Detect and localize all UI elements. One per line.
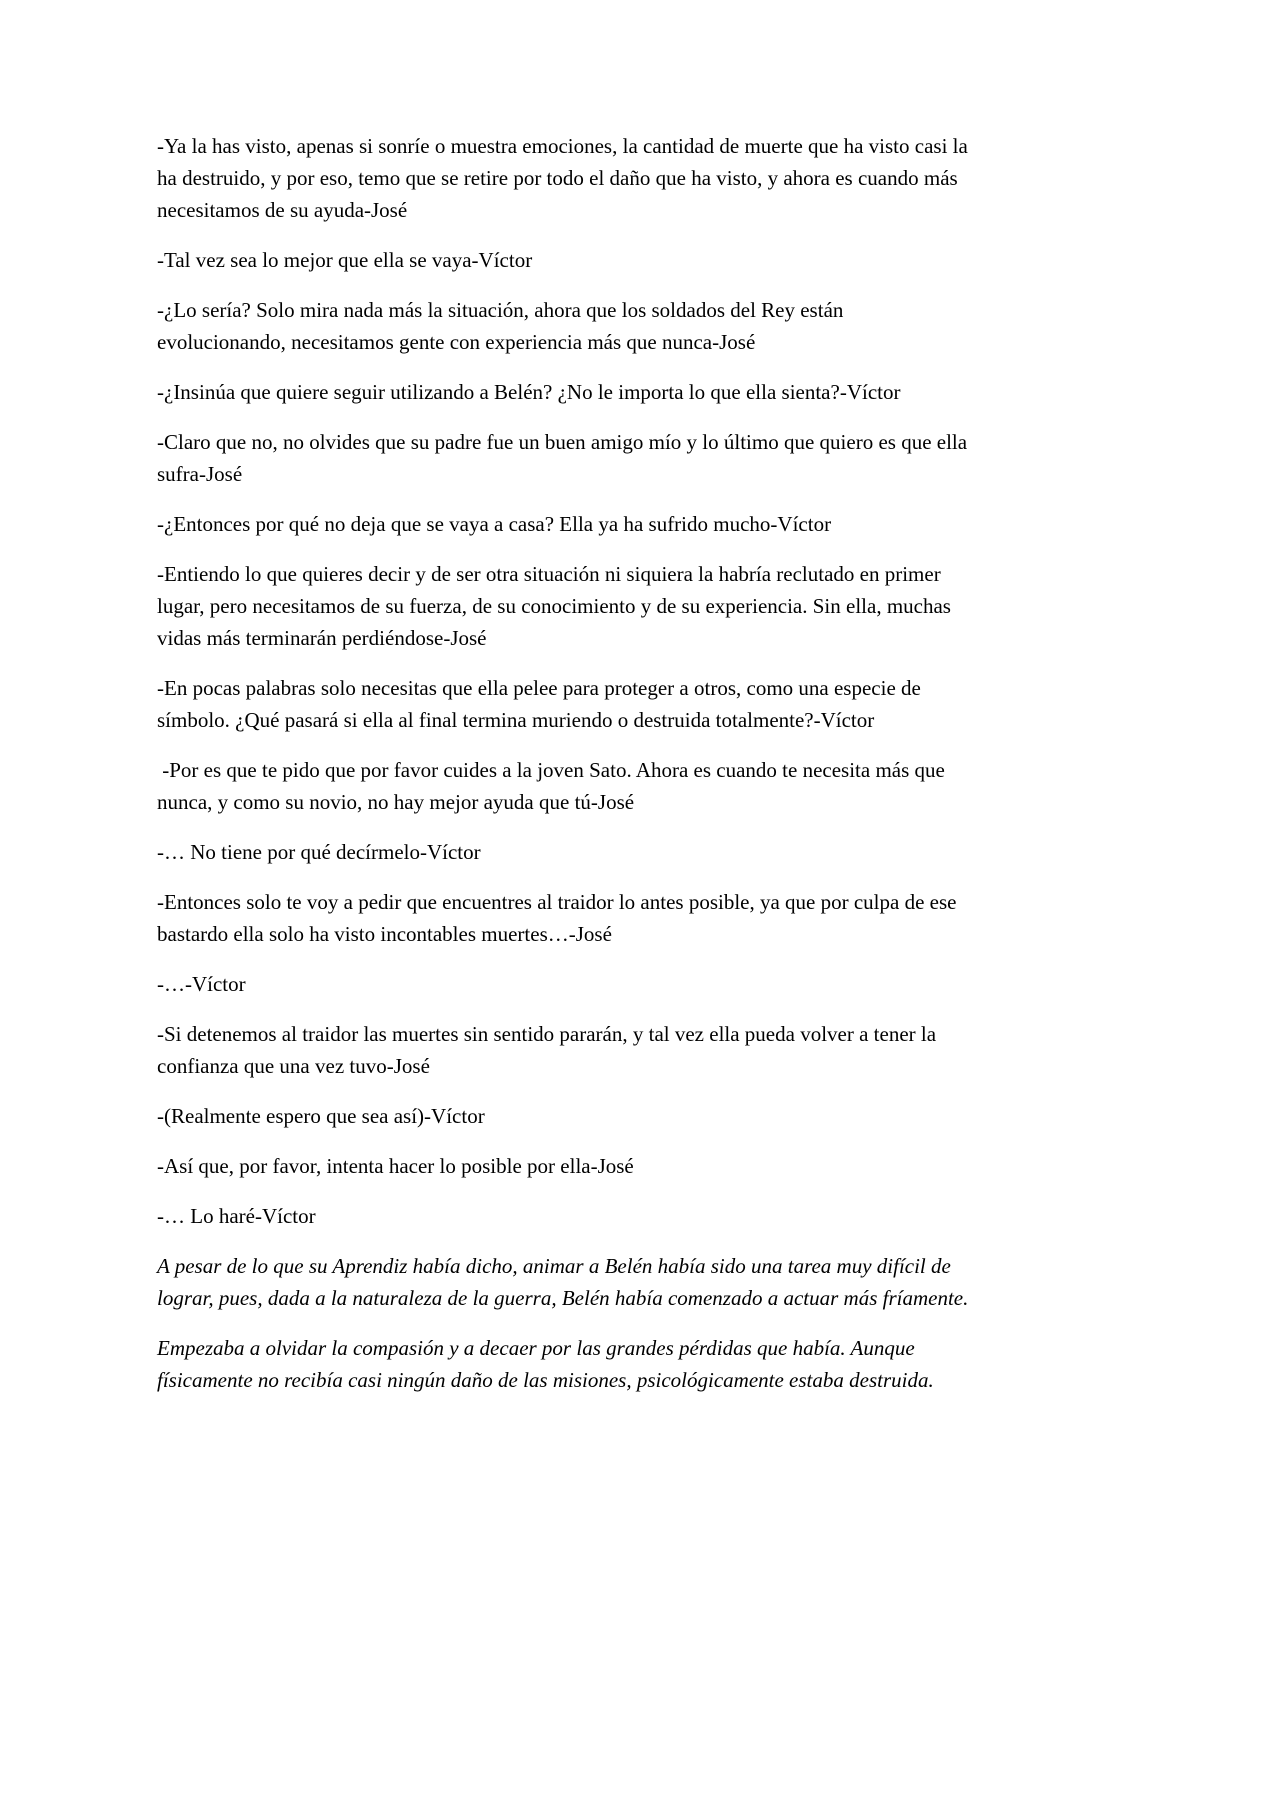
paragraph: -En pocas palabras solo necesitas que ella pelee para proteger a otros, como una especie de símbolo. ¿Qué pasará si ella al final termina muriendo o destruida totalmente?-Víctor: [157, 676, 927, 732]
paragraph: -… No tiene por qué decírmelo-Víctor: [157, 840, 481, 864]
paragraph: -Entonces solo te voy a pedir que encuentres al traidor lo antes posible, ya que por culpa de ese bastardo ella solo ha visto incontables muertes…-José: [157, 890, 962, 946]
paragraph-narration: Empezaba a olvidar la compasión y a decaer por las grandes pérdidas que había. Aunque físicamente no recibía casi ningún daño de las misiones, psicológicamente estaba destruida.: [157, 1336, 934, 1392]
paragraph: -…-Víctor: [157, 972, 246, 996]
paragraph: -Si detenemos al traidor las muertes sin sentido pararán, y tal vez ella pueda volver a tener la confianza que una vez tuvo-José: [157, 1022, 942, 1078]
paragraph: -¿Insinúa que quiere seguir utilizando a Belén? ¿No le importa lo que ella sienta?-Víctor: [157, 380, 901, 404]
paragraph-narration: A pesar de lo que su Aprendiz había dicho, animar a Belén había sido una tarea muy difícil de lograr, pues, dada a la naturaleza de la guerra, Belén había comenzado a actuar más fríamente.: [157, 1254, 969, 1310]
paragraph: -Por es que te pido que por favor cuides a la joven Sato. Ahora es cuando te necesita más que nunca, y como su novio, no hay mejor ayuda que tú-José: [157, 758, 951, 814]
paragraph: -Entiendo lo que quieres decir y de ser otra situación ni siquiera la habría reclutado en primer lugar, pero necesitamos de su fuerza, de su conocimiento y de su experiencia. Sin ella, muchas vidas más terminarán perdiéndose-José: [157, 562, 957, 650]
paragraph: -(Realmente espero que sea así)-Víctor: [157, 1104, 485, 1128]
paragraph: -Claro que no, no olvides que su padre fue un buen amigo mío y lo último que quiero es que ella sufra-José: [157, 430, 973, 486]
paragraph: -… Lo haré-Víctor: [157, 1204, 316, 1228]
paragraph: -Ya la has visto, apenas si sonríe o muestra emociones, la cantidad de muerte que ha visto casi la ha destruido, y por eso, temo que se retire por todo el daño que ha visto, y ahora es cuando más necesitamos de su ayuda-José: [157, 134, 974, 222]
paragraph: -¿Lo sería? Solo mira nada más la situación, ahora que los soldados del Rey están evolucionando, necesitamos gente con experiencia más que nunca-José: [157, 298, 849, 354]
document-content: [157, 130, 974, 1414]
paragraph: -Así que, por favor, intenta hacer lo posible por ella-José: [157, 1154, 634, 1178]
paragraph: -¿Entonces por qué no deja que se vaya a casa? Ella ya ha sufrido mucho-Víctor: [157, 512, 832, 536]
paragraph: -Tal vez sea lo mejor que ella se vaya-Víctor: [157, 248, 533, 272]
